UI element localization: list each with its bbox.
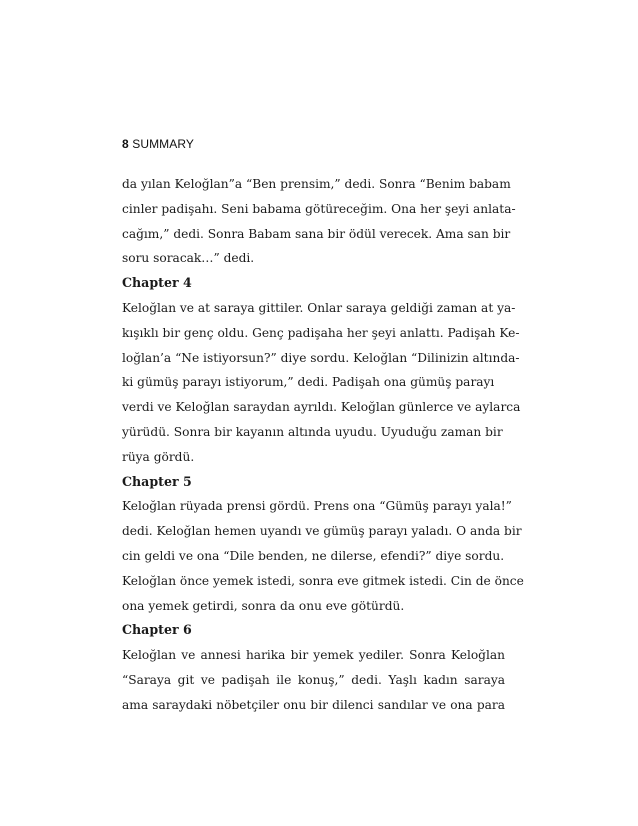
text-line: loğlan’a “Ne istiyorsun?” diye sordu. Keloğlan “Dilinizin altında- [122,350,520,365]
intro-paragraph [122,172,516,271]
text-line: ki gümüş parayı istiyorum,” dedi. Padişah ona gümüş parayı [122,375,495,390]
text-line: kışıklı bir genç oldu. Genç padişaha her şeyi anlattı. Padişah Ke- [122,325,520,340]
text-line: rüya gördü. [122,449,195,464]
text-line: cin geldi ve ona “Dile benden, ne dilerse, efendi?” diye sordu. [122,548,505,563]
text-line: da yılan Keloğlan”a “Ben prensim,” dedi. Sonra “Benim babam [122,177,511,191]
text-line: Keloğlan önce yemek istedi, sonra eve gitmek istedi. Cin de önce [122,573,524,588]
chapter-5-heading: Chapter 5 [122,473,192,489]
chapter-6-paragraph [122,643,505,717]
body-text [122,172,524,718]
chapter-4-paragraph [122,296,521,470]
text-line: ona yemek getirdi, sonra da onu eve götürdü. [122,598,405,613]
text-line: Keloğlan rüyada prensi gördü. Prens ona “Gümüş parayı yala!” [122,499,512,514]
running-header [122,137,194,151]
text-line: dedi. Keloğlan hemen uyandı ve gümüş parayı yaladı. O anda bir [122,524,522,539]
text-line: Keloğlan ve at saraya gittiler. Onlar saraya geldiği zaman at ya- [122,300,516,315]
text-line: ama saraydaki nöbetçiler onu bir dilenci sandılar ve ona para [122,697,505,712]
page-number: 8 [122,137,129,151]
text-line: “Saraya git ve padişah ile konuş,” dedi. Yaşlı kadın saraya [122,672,505,687]
text-line: cağım,” dedi. Sonra Babam sana bir ödül verecek. Ama san bir [122,226,511,241]
text-line: soru soracak…” dedi. [122,251,255,266]
chapter-5-paragraph [122,494,524,618]
text-line: cinler padişahı. Seni babama götüreceğim. Ona her şeyi anlata- [122,201,516,216]
text-line: yürüdü. Sonra bir kayanın altında uyudu. Uyuduğu zaman bir [122,424,503,439]
text-line: verdi ve Keloğlan saraydan ayrıldı. Keloğlan günlerce ve aylarca [122,400,521,415]
text-line: Keloğlan ve annesi harika bir yemek yediler. Sonra Keloğlan [122,648,505,663]
section-title: SUMMARY [132,137,195,151]
chapter-6-heading: Chapter 6 [122,622,192,638]
chapter-4-heading: Chapter 4 [122,275,192,291]
